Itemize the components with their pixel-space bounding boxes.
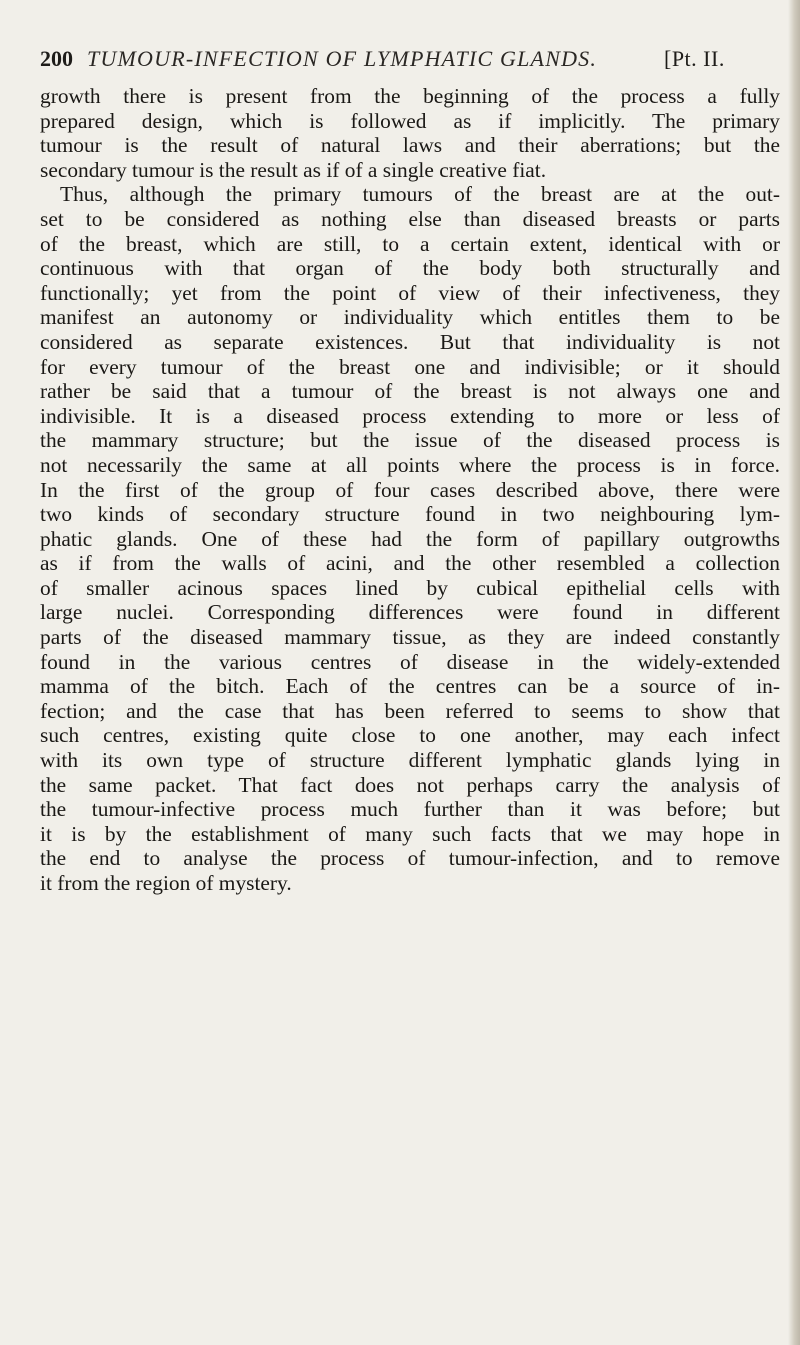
text-line: In the first of the group of four cases described above, there were xyxy=(40,477,780,502)
text-line: for every tumour of the breast one and indivisible; or it should xyxy=(40,354,780,379)
text-line: found in the various centres of disease in the widely-extended xyxy=(40,649,780,674)
text-line: secondary tumour is the result as if of a single creative fiat. xyxy=(40,157,547,182)
text-line: fection; and the case that has been referred to seems to show that xyxy=(40,698,780,723)
text-line: tumour is the result of natural laws and their aberrations; but the xyxy=(40,133,780,158)
text-line: with its own type of structure different lymphatic glands lying in xyxy=(40,748,780,773)
text-line: Thus, although the primary tumours of the breast are at the out- xyxy=(60,182,780,207)
text-line: parts of the diseased mammary tissue, as they are indeed constantly xyxy=(40,625,780,650)
part-label: [Pt. II. xyxy=(664,46,725,71)
text-line: the same packet. That fact does not perhaps carry the analysis of xyxy=(40,772,780,797)
text-line: continuous with that organ of the body both structurally and xyxy=(40,256,780,281)
text-line: considered as separate existences. But that individuality is not xyxy=(40,329,780,354)
text-line: as if from the walls of acini, and the other resembled a collection xyxy=(40,551,780,576)
text-line: manifest an autonomy or individuality which entitles them to be xyxy=(40,305,780,330)
running-title: TUMOUR-INFECTION OF LYMPHATIC GLANDS. xyxy=(87,46,598,71)
text-line: mamma of the bitch. Each of the centres can be a source of in- xyxy=(40,674,780,699)
text-line: set to be considered as nothing else than diseased breasts or parts xyxy=(40,206,780,231)
text-line: it is by the establishment of many such facts that we may hope in xyxy=(40,821,780,846)
page-edge-shadow xyxy=(788,0,800,1345)
text-line: large nuclei. Corresponding differences were found in different xyxy=(40,600,780,625)
text-line: not necessarily the same at all points where the process is in force. xyxy=(40,452,780,477)
text-line: of smaller acinous spaces lined by cubical epithelial cells with xyxy=(40,575,780,600)
page-number: 200 xyxy=(40,46,73,71)
page-header xyxy=(40,40,780,80)
text-line: of the breast, which are still, to a certain extent, identical with or xyxy=(40,231,780,256)
text-line: rather be said that a tumour of the breast is not always one and xyxy=(40,379,780,404)
text-line: functionally; yet from the point of view of their infectiveness, they xyxy=(40,280,780,305)
text-line: two kinds of secondary structure found in two neighbouring lym- xyxy=(40,502,780,527)
text-line: the mammary structure; but the issue of the diseased process is xyxy=(40,428,780,453)
text-line: prepared design, which is followed as if implicitly. The primary xyxy=(40,108,780,133)
text-line: indivisible. It is a diseased process extending to more or less of xyxy=(40,403,780,428)
text-line: the end to analyse the process of tumour-infection, and to remove xyxy=(40,846,780,871)
text-line: growth there is present from the beginning of the process a fully xyxy=(40,84,780,108)
text-line: such centres, existing quite close to one another, may each infect xyxy=(40,723,780,748)
body-text xyxy=(40,84,780,896)
text-line: it from the region of mystery. xyxy=(40,871,292,895)
text-line: the tumour-infective process much further than it was before; but xyxy=(40,797,780,822)
text-line: phatic glands. One of these had the form of papillary outgrowths xyxy=(40,526,780,551)
